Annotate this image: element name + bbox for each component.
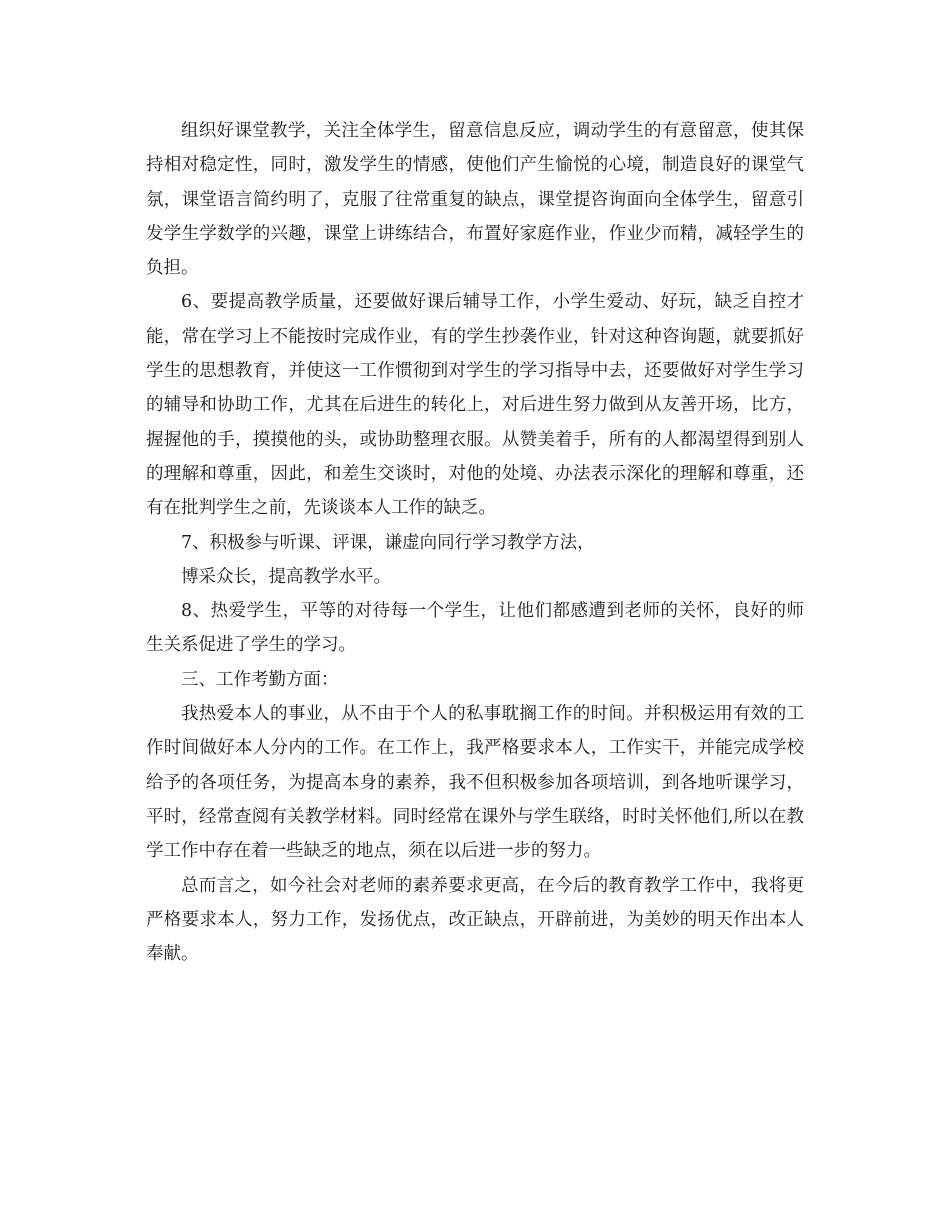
- paragraph-conclusion: 总而言之，如今社会对老师的素养要求更高，在今后的教育教学工作中，我将更严格要求本人，努力工作，发扬优点，改正缺点，开辟前进，为美妙的明天作出本人奉献。: [146, 875, 804, 965]
- paragraph-classroom-teaching: 组织好课堂教学，关注全体学生，留意信息反应，调动学生的有意留意，使其保持相对稳定性，同时，激发学生的情感，使他们产生愉悦的心境，制造良好的课堂气氛，课堂语言简约明了，克服了往常重复的缺点，课堂提咨询面向全体学生，留意引发学生学数学的兴趣，课堂上讲练结合，布置好家庭作业，作业少而精，减轻学生的负担。: [146, 121, 804, 279]
- paragraph-item-7-lesson-observation: 7、积极参与听课、评课，谦虚向同行学习教学方法，: [181, 532, 595, 553]
- document-body: [146, 114, 804, 971]
- paragraph-item-7-continuation: 博采众长，提高教学水平。: [181, 566, 391, 587]
- section-heading-attendance: 三、工作考勤方面：: [181, 669, 339, 690]
- paragraph-attendance-details: 我热爱本人的事业，从不由于个人的私事耽搁工作的时间。并积极运用有效的工作时间做好本人分内的工作。在工作上，我严格要求本人，工作实干，并能完成学校给予的各项任务，为提高本身的素养，我不但积极参加各项培训，到各地听课学习，平时，经常查阅有关教学材料。同时经常在课外与学生联络，时时关怀他们,所以在教学工作中存在着一些缺乏的地点，须在以后进一步的努力。: [146, 704, 804, 862]
- paragraph-item-6-tutoring: 6、要提高教学质量，还要做好课后辅导工作，小学生爱动、好玩，缺乏自控才能，常在学习上不能按时完成作业，有的学生抄袭作业，针对这种咨询题，就要抓好学生的思想教育，并使这一工作惯彻到对学生的学习指导中去，还要做好对学生学习的辅导和协助工作，尤其在后进生的转化上，对后进生努力做到从友善开场，比方，握握他的手，摸摸他的头，或协助整理衣服。从赞美着手，所有的人都渴望得到别人的理解和尊重，因此，和差生交谈时，对他的处境、办法表示深化的理解和尊重，还有在批判学生之前，先谈谈本人工作的缺乏。: [146, 292, 804, 519]
- paragraph-item-8-care-for-students: 8、热爱学生，平等的对待每一个学生，让他们都感遭到老师的关怀，良好的师生关系促进了学生的学习。: [146, 601, 804, 656]
